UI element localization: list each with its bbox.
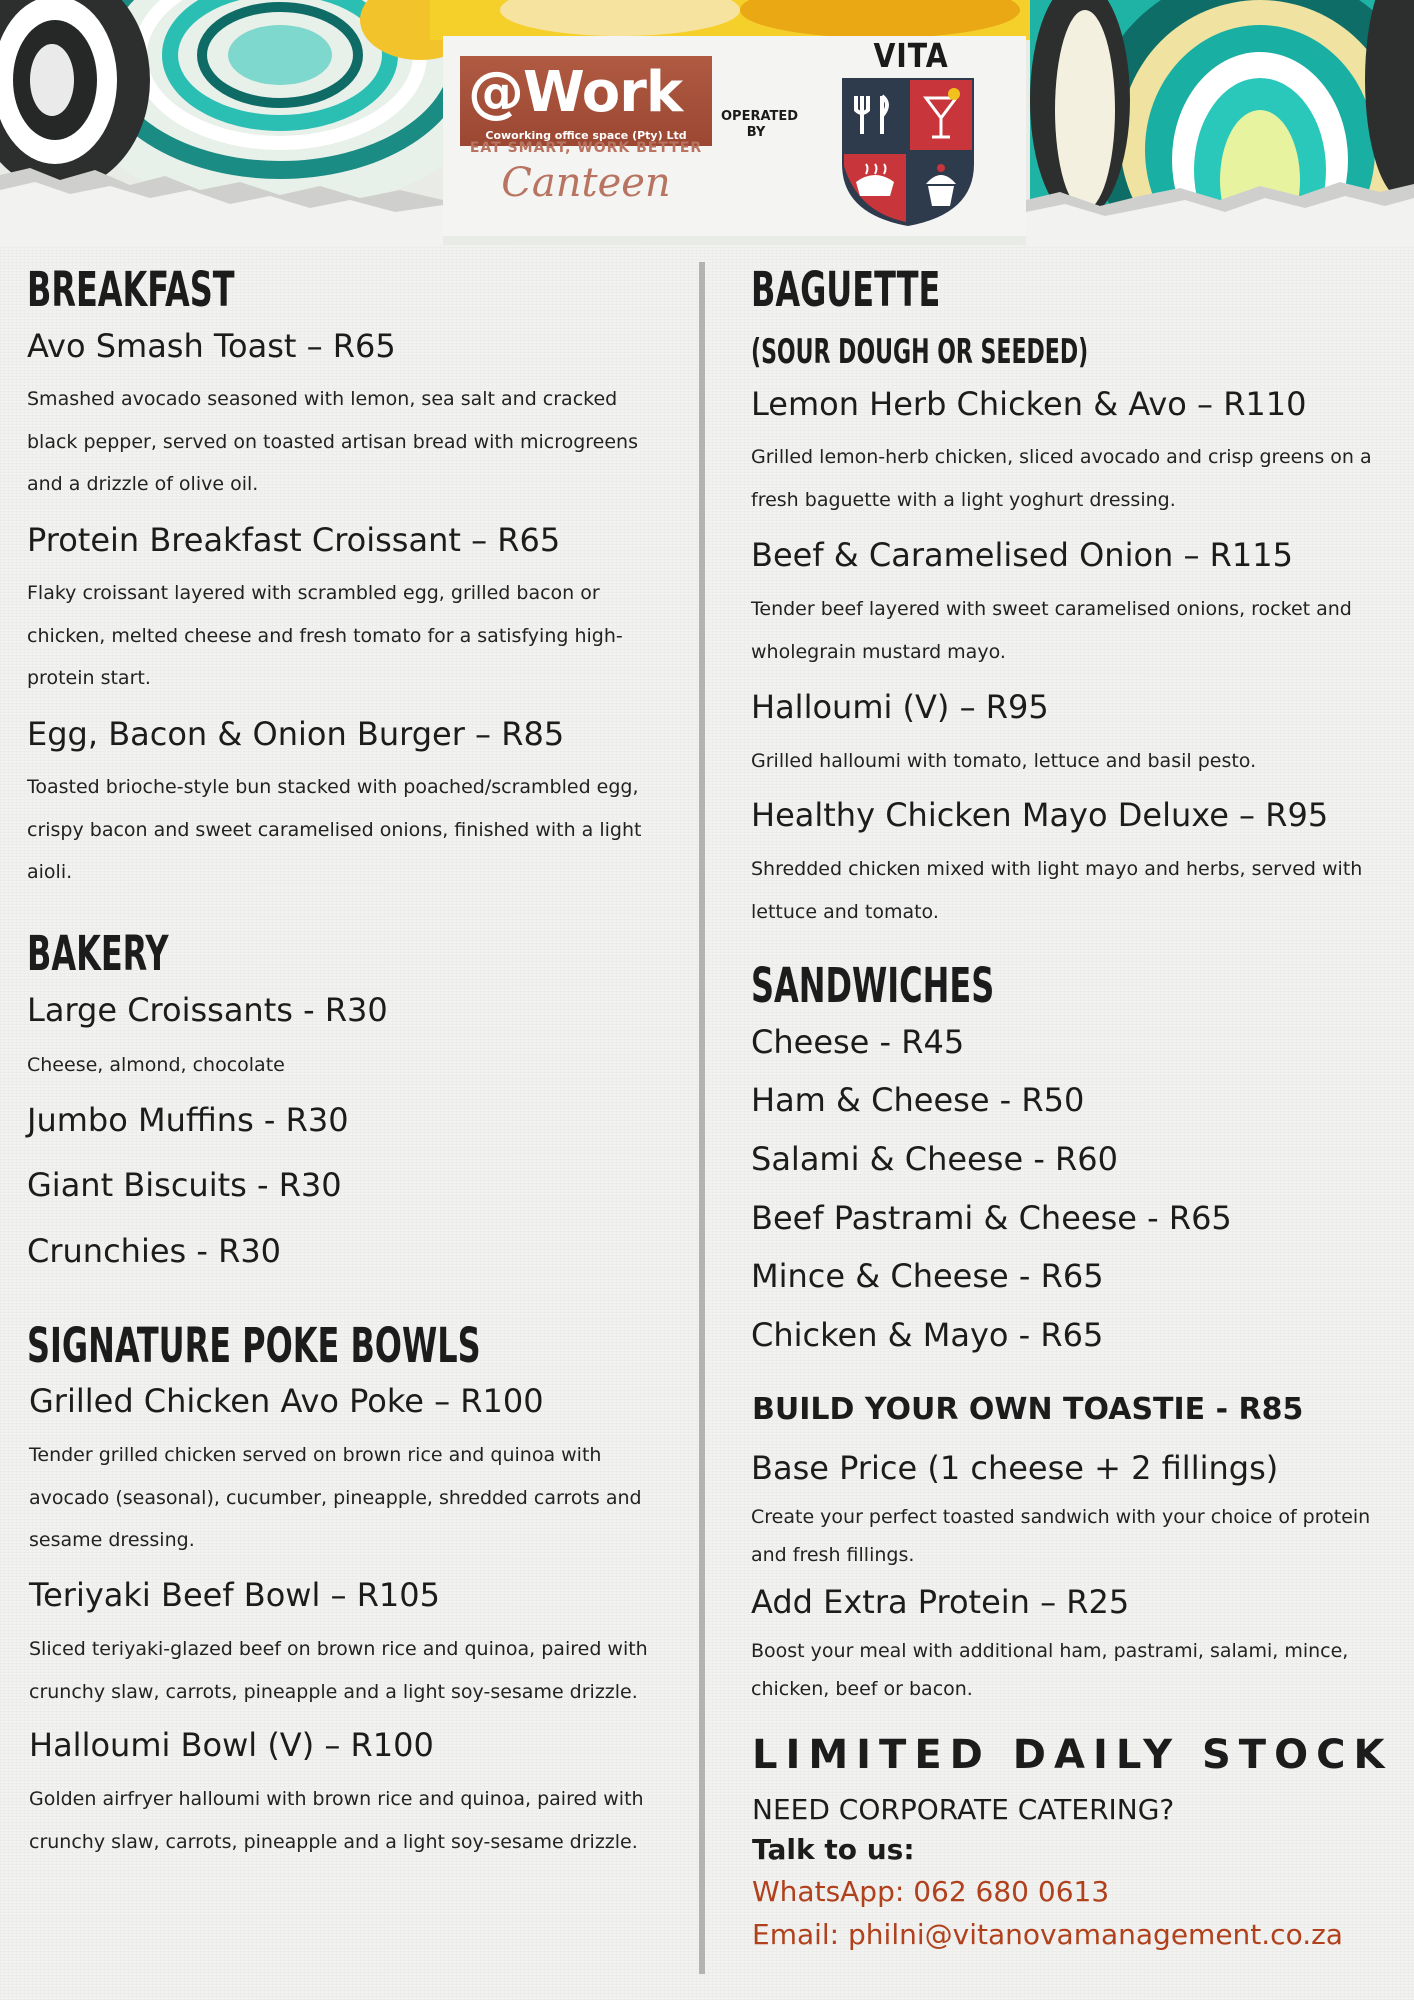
menu-item-description: Create your perfect toasted sandwich with your choice of protein and fresh fillings. <box>751 1506 1371 1566</box>
menu-item-description: Boost your meal with additional ham, pastrami, salami, mince, chicken, beef or bacon. <box>751 1640 1349 1700</box>
sandwich-item: Chicken & Mayo - R65 <box>751 1316 1104 1354</box>
menu-item-title: Teriyaki Beef Bowl – R105 <box>29 1576 440 1614</box>
logo-tagline: EAT SMART, WORK BETTER <box>469 140 703 156</box>
menu-item-description: Cheese, almond, chocolate <box>27 1054 285 1076</box>
operated-by-label: OPERATED BY <box>721 109 799 140</box>
vita-nova-shield-logo <box>838 74 978 229</box>
section-title-breakfast: BREAKFAST <box>27 262 235 318</box>
menu-item-title: Jumbo Muffins - R30 <box>27 1101 349 1139</box>
menu-item-description: Smashed avocado seasoned with lemon, sea salt and cracked black pepper, served on toasted artisan bread with microgreens and a drizzle of olive oil. <box>27 388 638 495</box>
menu-item-title: Crunchies - R30 <box>27 1232 282 1270</box>
section-subtitle-baguette: (SOUR DOUGH OR SEEDED) <box>751 332 1089 372</box>
column-divider <box>699 262 705 1974</box>
sandwich-item: Beef Pastrami & Cheese - R65 <box>751 1199 1232 1237</box>
section-title-bakery: BAKERY <box>27 926 169 982</box>
menu-item-title: Healthy Chicken Mayo Deluxe – R95 <box>751 796 1329 834</box>
menu-item-description: Grilled halloumi with tomato, lettuce and basil pesto. <box>751 750 1257 772</box>
section-title-sandwiches: SANDWICHES <box>751 958 995 1014</box>
sandwich-item: Mince & Cheese - R65 <box>751 1257 1104 1295</box>
cocktail-quadrant <box>910 80 972 150</box>
menu-item-title: Protein Breakfast Croissant – R65 <box>27 521 561 559</box>
work-logo-brand: @Work <box>468 60 683 125</box>
menu-item-title: Base Price (1 cheese + 2 fillings) <box>751 1449 1279 1487</box>
menu-item-description: Flaky croissant layered with scrambled egg, grilled bacon or chicken, melted cheese and fresh tomato for a satisfying high-protein start. <box>27 582 623 689</box>
menu-item-title: Halloumi (V) – R95 <box>751 688 1049 726</box>
sandwich-item: Cheese - R45 <box>751 1023 965 1061</box>
menu-item-description: Tender grilled chicken served on brown rice and quinoa with avocado (seasonal), cucumber, pineapple, shredded carrots and sesame dressing. <box>29 1444 642 1551</box>
menu-item-title: Halloumi Bowl (V) – R100 <box>29 1726 434 1764</box>
sandwich-item: Ham & Cheese - R50 <box>751 1081 1085 1119</box>
catering-prompt: NEED CORPORATE CATERING? <box>752 1793 1175 1826</box>
menu-item-title: Large Croissants - R30 <box>27 991 388 1029</box>
email-contact: Email: philni@vitanovamanagement.co.za <box>752 1918 1343 1951</box>
whatsapp-contact: WhatsApp: 062 680 0613 <box>752 1875 1110 1908</box>
section-title-poke-bowls: SIGNATURE POKE BOWLS <box>27 1318 481 1374</box>
menu-item-title: Grilled Chicken Avo Poke – R100 <box>29 1382 544 1420</box>
work-logo <box>460 56 712 142</box>
menu-item-description: Tender beef layered with sweet caramelised onions, rocket and wholegrain mustard mayo. <box>751 598 1352 663</box>
menu-item-description: Golden airfryer halloumi with brown rice and quinoa, paired with crunchy slaw, carrots, pineapple and a light soy-sesame drizzle. <box>29 1788 644 1853</box>
menu-item-title: Lemon Herb Chicken & Avo – R110 <box>751 385 1307 423</box>
logo-panel <box>443 36 1026 236</box>
menu-item-description: Sliced teriyaki-glazed beef on brown rice and quinoa, paired with crunchy slaw, carrots, pineapple and a light soy-sesame drizzle. <box>29 1638 648 1703</box>
menu-item-title: Beef & Caramelised Onion – R115 <box>751 536 1293 574</box>
menu-item-title: Avo Smash Toast – R65 <box>27 327 396 365</box>
talk-to-us-label: Talk to us: <box>752 1833 915 1866</box>
section-title-baguette: BAGUETTE <box>751 262 941 318</box>
section-title-toastie: BUILD YOUR OWN TOASTIE - R85 <box>752 1392 1304 1427</box>
work-logo-subtitle: Coworking office space (Pty) Ltd <box>485 129 687 142</box>
menu-item-title: Egg, Bacon & Onion Burger – R85 <box>27 715 565 753</box>
menu-item-title: Add Extra Protein – R25 <box>751 1583 1130 1621</box>
menu-item-description: Shredded chicken mixed with light mayo and herbs, served with lettuce and tomato. <box>751 858 1363 923</box>
sandwich-item: Salami & Cheese - R60 <box>751 1140 1118 1178</box>
menu-item-title: Giant Biscuits - R30 <box>27 1166 342 1204</box>
menu-item-description: Grilled lemon-herb chicken, sliced avocado and crisp greens on a fresh baguette with a light yoghurt dressing. <box>751 446 1372 511</box>
fork-knife-quadrant <box>844 80 906 150</box>
logo-script-word: Canteen <box>501 160 671 206</box>
vita-nova-title: VITA <box>873 36 949 75</box>
marble-banner <box>0 0 1414 245</box>
menu-item-description: Toasted brioche-style bun stacked with poached/scrambled egg, crispy bacon and sweet caramelised onions, finished with a light aioli. <box>27 776 642 883</box>
limited-stock-banner: LIMITED DAILY STOCK <box>752 1732 1393 1778</box>
